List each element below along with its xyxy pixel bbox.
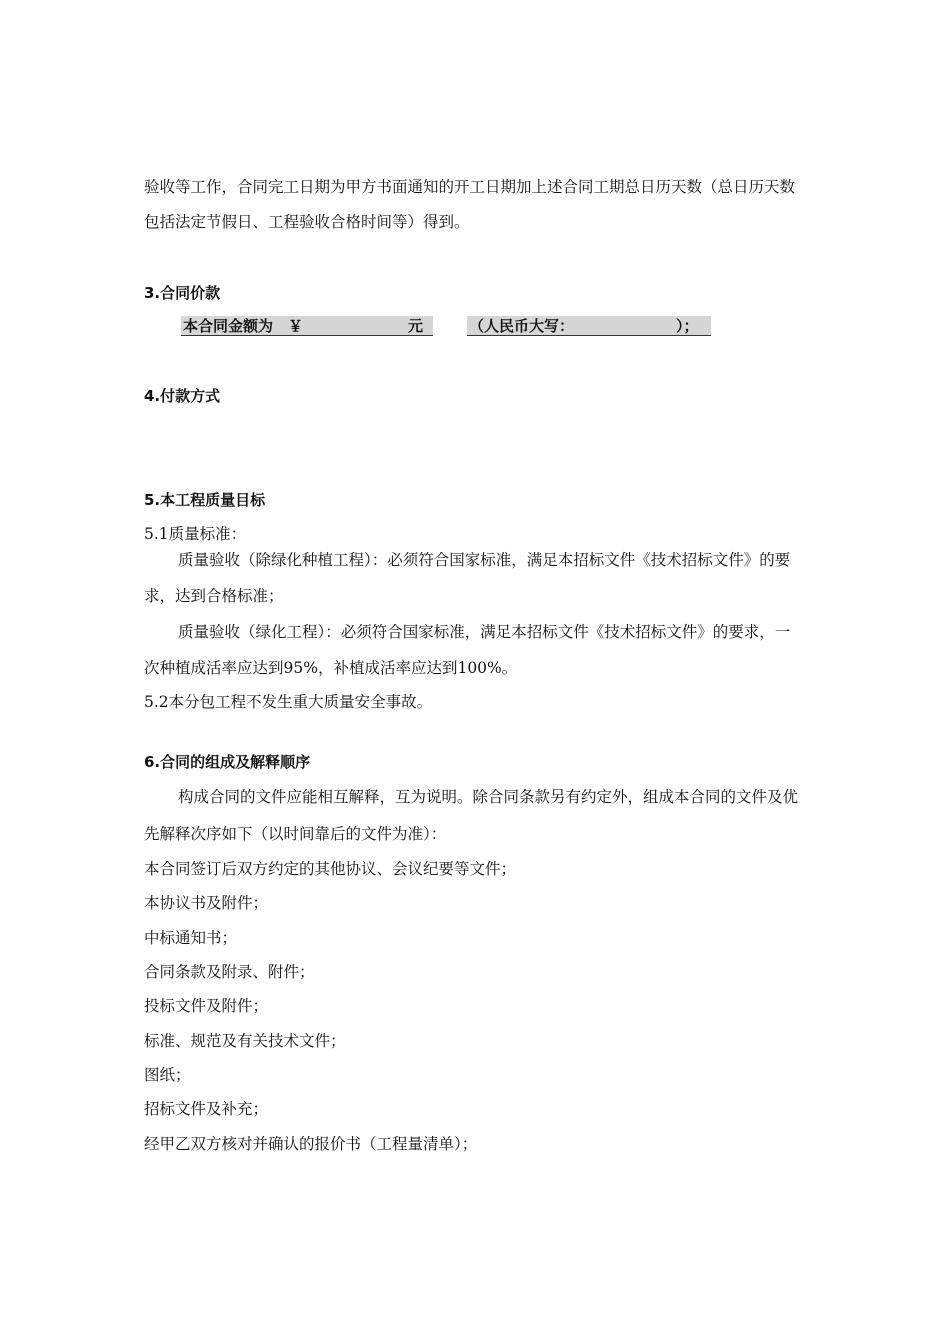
contract-doc-item: 本协议书及附件；	[144, 894, 269, 912]
paragraph-completion-date-line2: 包括法定节假日、工程验收合格时间等）得到。	[144, 213, 470, 231]
contract-amount-row	[181, 316, 711, 336]
quality-standard-label: 5.1质量标准：	[144, 525, 247, 543]
quality-acceptance-2-line2: 次种植成活率应达到95%，补植成活率应达到100%。	[144, 659, 518, 677]
quality-acceptance-1-line2: 求，达到合格标准；	[144, 587, 284, 605]
contract-doc-item: 合同条款及附录、附件；	[144, 963, 315, 981]
contract-doc-item: 图纸；	[144, 1066, 191, 1084]
contract-docs-intro-line1: 构成合同的文件应能相互解释，互为说明。除合同条款另有约定外，组成本合同的文件及优	[178, 788, 799, 806]
section-4-heading: 4.付款方式	[144, 387, 221, 405]
contract-docs-intro-line2: 先解释次序如下（以时间靠后的文件为准）：	[144, 825, 447, 843]
quality-acceptance-1-line1: 质量验收（除绿化种植工程）：必须符合国家标准，满足本招标文件《技术招标文件》的要	[178, 551, 791, 569]
section-5-heading: 5.本工程质量目标	[144, 491, 266, 509]
quality-acceptance-2-line1: 质量验收（绿化工程）：必须符合国家标准，满足本招标文件《技术招标文件》的要求，一	[178, 623, 791, 641]
section-3-heading: 3.合同价款	[144, 284, 221, 302]
contract-doc-item: 本合同签订后双方约定的其他协议、会议纪要等文件；	[144, 860, 517, 878]
contract-doc-item: 中标通知书；	[144, 929, 238, 947]
safety-requirement: 5.2本分包工程不发生重大质量安全事故。	[144, 693, 433, 711]
amount-words-text: （人民币大写：	[469, 317, 575, 335]
amount-unit-text: 元	[408, 317, 424, 335]
paragraph-completion-date-line1: 验收等工作，合同完工日期为甲方书面通知的开工日期加上述合同工期总日历天数（总日历天数	[144, 178, 796, 196]
section-6-heading: 6.合同的组成及解释顺序	[144, 753, 311, 771]
amount-end-text: ）；	[676, 317, 699, 335]
contract-doc-item: 标准、规范及有关技术文件；	[144, 1032, 346, 1050]
contract-doc-item: 招标文件及补充；	[144, 1100, 269, 1118]
amount-prefix-text: 本合同金额为 ￥	[183, 317, 304, 335]
contract-doc-item: 投标文件及附件；	[144, 997, 269, 1015]
contract-doc-item: 经甲乙双方核对并确认的报价书（工程量清单）；	[144, 1135, 478, 1153]
